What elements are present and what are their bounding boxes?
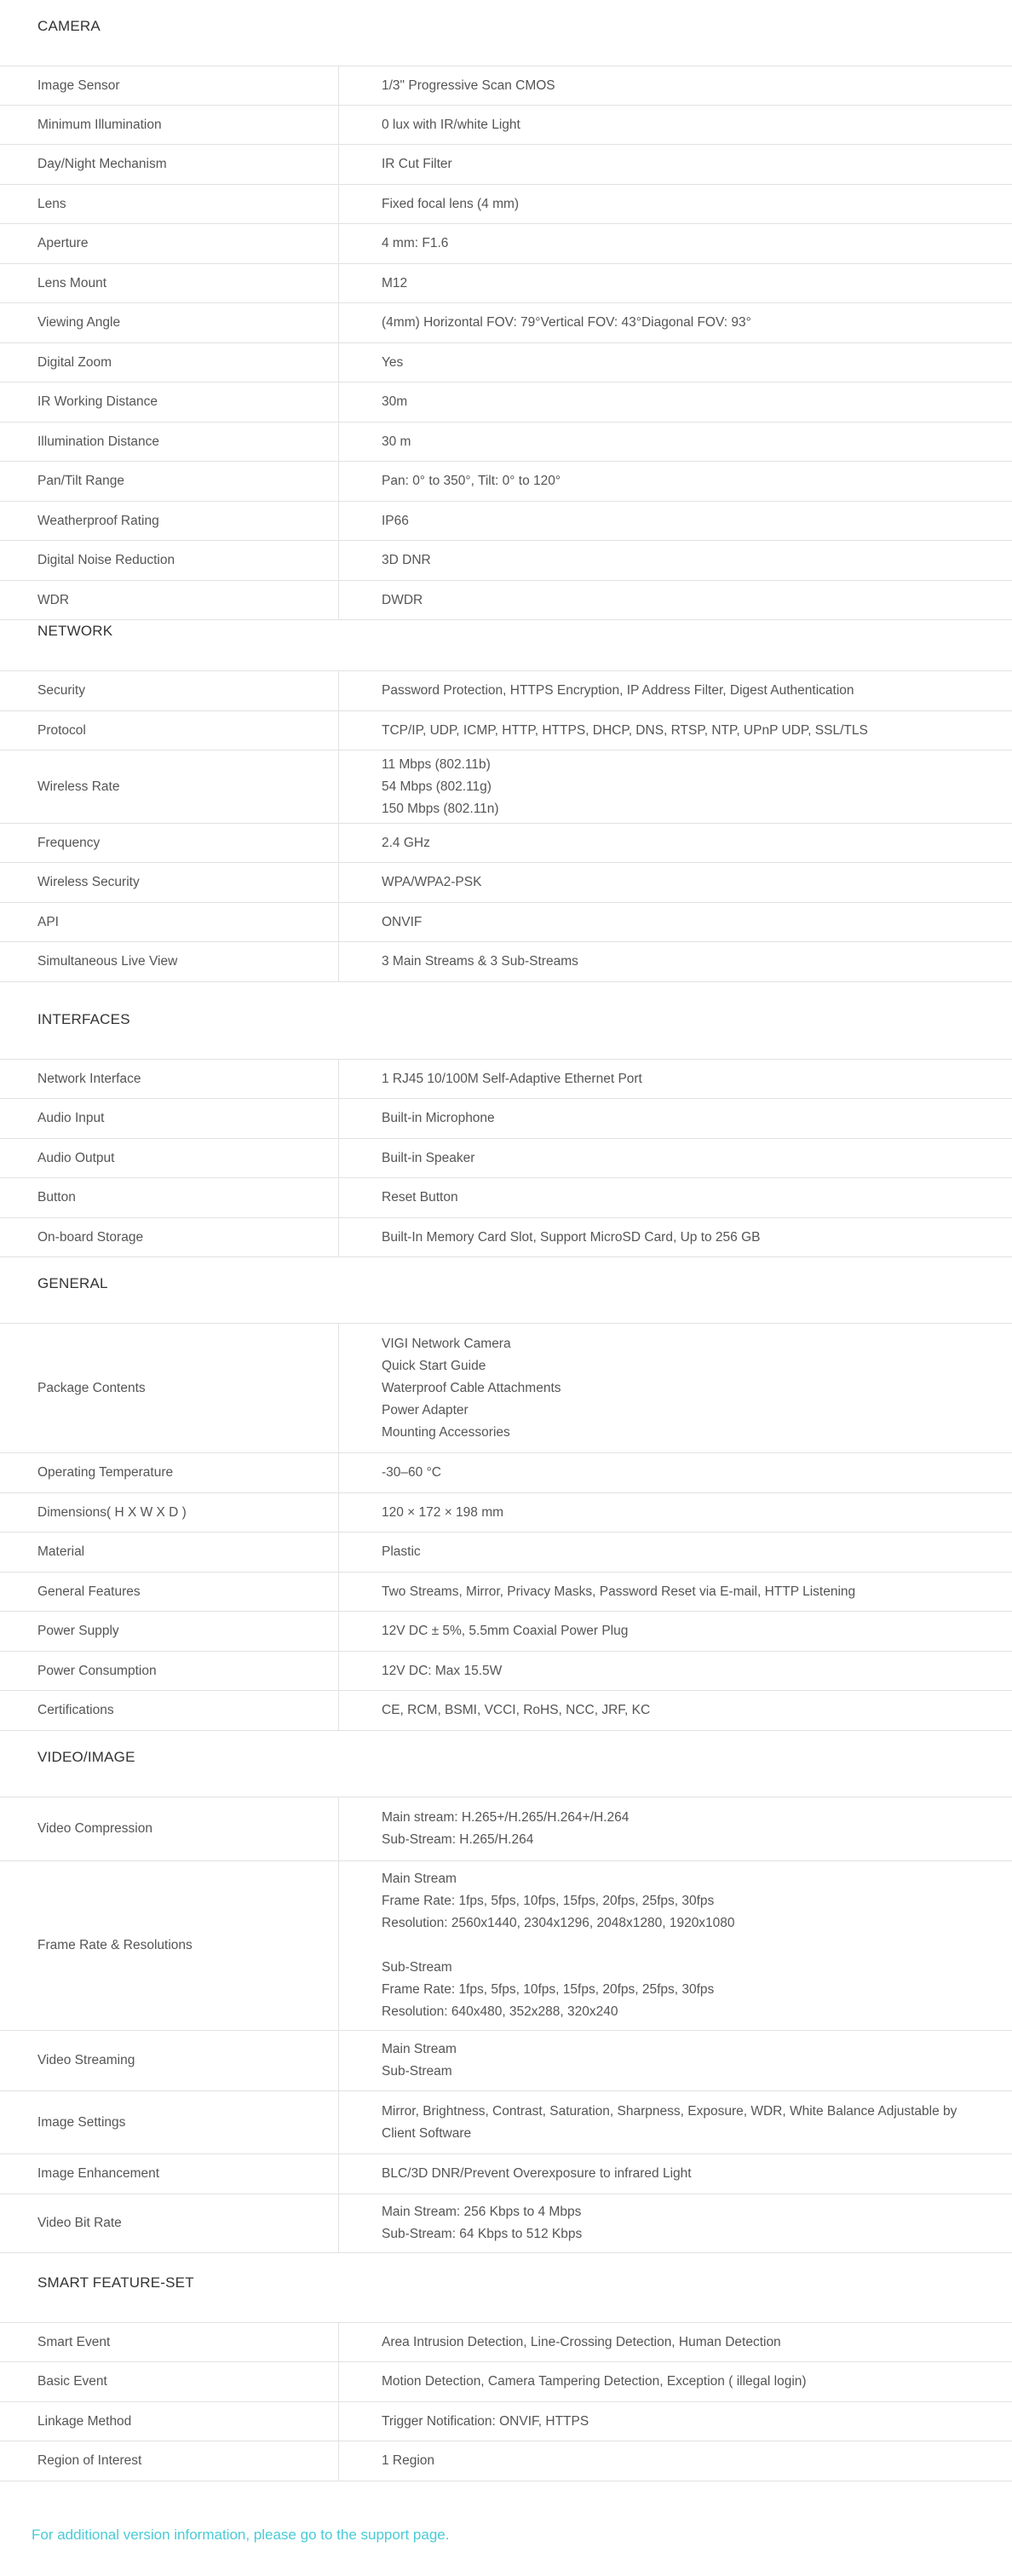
section-title: SMART FEATURE-SET xyxy=(0,2257,1012,2323)
spec-value xyxy=(339,671,1012,710)
spec-value xyxy=(339,1532,1012,1572)
spec-value-line: 1 Region xyxy=(382,2453,435,2468)
spec-value-line: Power Adapter xyxy=(382,1402,469,1417)
spec-row xyxy=(0,185,1012,224)
spec-row xyxy=(0,502,1012,541)
spec-value xyxy=(339,1178,1012,1217)
spec-value xyxy=(339,145,1012,184)
spec-value-line: Main Stream xyxy=(382,1872,457,1886)
spec-value xyxy=(339,106,1012,144)
spec-value xyxy=(339,2323,1012,2361)
support-page-link[interactable]: For additional version information, please go to the support page. xyxy=(32,2527,450,2543)
spec-value-line: Reset Button xyxy=(382,1190,458,1205)
spec-value-line: TCP/IP, UDP, ICMP, HTTP, HTTPS, DHCP, DNS, RTSP, NTP, UPnP UDP, SSL/TLS xyxy=(382,722,868,738)
section-title: INTERFACES xyxy=(0,993,1012,1060)
spec-row xyxy=(0,1612,1012,1652)
spec-value-line: 30m xyxy=(382,394,408,409)
spec-row xyxy=(0,711,1012,750)
spec-value-line: Mounting Accessories xyxy=(382,1424,510,1440)
spec-value xyxy=(339,1324,1012,1452)
spec-label: Pan/Tilt Range xyxy=(0,462,339,501)
spec-value xyxy=(339,264,1012,302)
spec-value-line: Yes xyxy=(382,354,404,370)
spec-value-line: WPA/WPA2-PSK xyxy=(382,875,482,889)
line-gap xyxy=(382,1935,986,1957)
spec-label: Frame Rate & Resolutions xyxy=(0,1861,339,2030)
spec-value-line: 54 Mbps (802.11g) xyxy=(382,779,492,794)
spec-value-line: Quick Start Guide xyxy=(382,1358,486,1373)
spec-value xyxy=(339,1652,1012,1690)
spec-row xyxy=(0,382,1012,423)
spec-label: Audio Output xyxy=(0,1139,339,1177)
spec-label: IR Working Distance xyxy=(0,382,339,422)
spec-row xyxy=(0,2031,1012,2091)
spec-row xyxy=(0,2323,1012,2362)
spec-label: Digital Noise Reduction xyxy=(0,541,339,580)
spec-value xyxy=(339,185,1012,223)
spec-value xyxy=(339,2154,1012,2194)
spec-label: Button xyxy=(0,1178,339,1217)
spec-row xyxy=(0,671,1012,711)
spec-value-line: Area Intrusion Detection, Line-Crossing Detection, Human Detection xyxy=(382,2334,781,2349)
section-title: NETWORK xyxy=(0,605,1012,671)
spec-value xyxy=(339,1139,1012,1177)
spec-label: Dimensions( H X W X D ) xyxy=(0,1493,339,1532)
spec-label: Audio Input xyxy=(0,1099,339,1138)
spec-label: Network Interface xyxy=(0,1060,339,1098)
spec-label: Video Bit Rate xyxy=(0,2194,339,2252)
section-title: GENERAL xyxy=(0,1257,1012,1324)
spec-row xyxy=(0,1324,1012,1453)
spec-value-line: M12 xyxy=(382,275,408,290)
spec-label: Image Enhancement xyxy=(0,2154,339,2194)
spec-value xyxy=(339,303,1012,342)
spec-value-line: Built-in Speaker xyxy=(382,1150,475,1165)
spec-value-line: 4 mm: F1.6 xyxy=(382,236,449,250)
spec-value-line: 3 Main Streams & 3 Sub-Streams xyxy=(382,954,578,969)
spec-value-line: ONVIF xyxy=(382,914,423,929)
spec-row xyxy=(0,1493,1012,1532)
spec-value xyxy=(339,1797,1012,1860)
spec-value-line: Password Protection, HTTPS Encryption, IP Address Filter, Digest Authentication xyxy=(382,683,854,698)
spec-row xyxy=(0,423,1012,462)
spec-label: Protocol xyxy=(0,711,339,750)
spec-row xyxy=(0,942,1012,982)
spec-value xyxy=(339,2194,1012,2252)
spec-value-line: 2.4 GHz xyxy=(382,835,430,850)
spec-row xyxy=(0,1060,1012,1099)
spec-row xyxy=(0,1453,1012,1493)
spec-section-video-image xyxy=(0,1731,1012,2253)
spec-label: Operating Temperature xyxy=(0,1453,339,1492)
spec-value-line: Trigger Notification: ONVIF, HTTPS xyxy=(382,2413,589,2429)
spec-value xyxy=(339,2091,1012,2153)
spec-value xyxy=(339,224,1012,263)
spec-label: Frequency xyxy=(0,824,339,862)
spec-value-line: Motion Detection, Camera Tampering Detection, Exception ( illegal login) xyxy=(382,2374,807,2389)
section-title: VIDEO/IMAGE xyxy=(0,1731,1012,1797)
spec-label: Power Consumption xyxy=(0,1652,339,1690)
spec-value-line: Main Stream xyxy=(382,2042,457,2056)
spec-section-general xyxy=(0,1257,1012,1731)
spec-value xyxy=(339,1861,1012,2030)
spec-label: Video Compression xyxy=(0,1797,339,1860)
spec-value xyxy=(339,2441,1012,2481)
spec-row xyxy=(0,145,1012,185)
spec-value-line: 12V DC: Max 15.5W xyxy=(382,1663,503,1678)
spec-row xyxy=(0,66,1012,106)
spec-label: Security xyxy=(0,671,339,710)
spec-value-line: Sub-Stream: 64 Kbps to 512 Kbps xyxy=(382,2227,583,2241)
spec-row xyxy=(0,2441,1012,2481)
spec-value-line: DWDR xyxy=(382,592,423,607)
spec-value-line: 11 Mbps (802.11b) xyxy=(382,756,491,772)
spec-label: Viewing Angle xyxy=(0,303,339,342)
spec-row xyxy=(0,462,1012,502)
spec-row xyxy=(0,1178,1012,1218)
spec-row xyxy=(0,264,1012,303)
spec-value xyxy=(339,1691,1012,1730)
spec-row xyxy=(0,750,1012,824)
spec-value xyxy=(339,462,1012,501)
spec-label: Weatherproof Rating xyxy=(0,502,339,540)
spec-label: Image Sensor xyxy=(0,66,339,105)
spec-value-line: Frame Rate: 1fps, 5fps, 10fps, 15fps, 20fps, 25fps, 30fps xyxy=(382,1894,715,1908)
spec-row xyxy=(0,824,1012,863)
spec-row xyxy=(0,1099,1012,1139)
spec-label: Simultaneous Live View xyxy=(0,942,339,981)
spec-value-line: -30–60 °C xyxy=(382,1465,441,1480)
spec-value-line: 30 m xyxy=(382,434,411,449)
spec-label: Illumination Distance xyxy=(0,423,339,461)
spec-value-line: Built-In Memory Card Slot, Support MicroSD Card, Up to 256 GB xyxy=(382,1229,761,1245)
spec-label: On-board Storage xyxy=(0,1218,339,1256)
spec-label: Lens xyxy=(0,185,339,223)
spec-row xyxy=(0,1532,1012,1573)
spec-value-line: Mirror, Brightness, Contrast, Saturation, Sharpness, Exposure, WDR, White Balance Adjustable by xyxy=(382,2103,957,2119)
spec-row xyxy=(0,2194,1012,2253)
spec-value xyxy=(339,1060,1012,1098)
spec-label: Wireless Security xyxy=(0,863,339,902)
spec-value xyxy=(339,1493,1012,1532)
spec-row xyxy=(0,106,1012,145)
spec-value xyxy=(339,824,1012,862)
spec-value xyxy=(339,2031,1012,2090)
spec-row xyxy=(0,1861,1012,2031)
spec-label: Material xyxy=(0,1532,339,1572)
spec-value-line: Main stream: H.265+/H.265/H.264+/H.264 xyxy=(382,1810,630,1825)
spec-value xyxy=(339,541,1012,580)
spec-label: Lens Mount xyxy=(0,264,339,302)
spec-value-line: Client Software xyxy=(382,2125,472,2141)
spec-value-line: Built-in Microphone xyxy=(382,1111,495,1125)
spec-value-line: VIGI Network Camera xyxy=(382,1336,511,1351)
spec-value xyxy=(339,863,1012,902)
spec-value-line: 150 Mbps (802.11n) xyxy=(382,801,499,816)
spec-label: Basic Event xyxy=(0,2362,339,2401)
spec-value xyxy=(339,66,1012,105)
spec-row xyxy=(0,224,1012,264)
spec-label: Linkage Method xyxy=(0,2402,339,2441)
spec-value xyxy=(339,711,1012,750)
spec-label: Digital Zoom xyxy=(0,343,339,382)
spec-label: API xyxy=(0,903,339,941)
spec-label: Smart Event xyxy=(0,2323,339,2361)
spec-label: Region of Interest xyxy=(0,2441,339,2481)
spec-value-line: Two Streams, Mirror, Privacy Masks, Password Reset via E-mail, HTTP Listening xyxy=(382,1584,856,1599)
spec-row xyxy=(0,2091,1012,2154)
spec-value xyxy=(339,2402,1012,2441)
spec-value xyxy=(339,903,1012,941)
spec-label: General Features xyxy=(0,1573,339,1611)
spec-row xyxy=(0,903,1012,942)
spec-value xyxy=(339,750,1012,823)
spec-label: Image Settings xyxy=(0,2091,339,2153)
spec-value xyxy=(339,1573,1012,1611)
spec-value-line: BLC/3D DNR/Prevent Overexposure to infrared Light xyxy=(382,2166,692,2181)
spec-value-line: Plastic xyxy=(382,1544,421,1559)
spec-label: Minimum Illumination xyxy=(0,106,339,144)
spec-value-line: CE, RCM, BSMI, VCCI, RoHS, NCC, JRF, KC xyxy=(382,1703,651,1717)
spec-section-smart-feature-set xyxy=(0,2257,1012,2481)
spec-value-line: Waterproof Cable Attachments xyxy=(382,1380,561,1395)
spec-value-line: 120 × 172 × 198 mm xyxy=(382,1504,504,1520)
spec-value-line: IP66 xyxy=(382,513,409,528)
spec-row xyxy=(0,343,1012,382)
spec-label: Package Contents xyxy=(0,1324,339,1452)
spec-row xyxy=(0,1797,1012,1861)
spec-value-line: Pan: 0° to 350°, Tilt: 0° to 120° xyxy=(382,474,561,488)
spec-value xyxy=(339,1612,1012,1651)
spec-value xyxy=(339,502,1012,540)
spec-value-line: Resolution: 640x480, 352x288, 320x240 xyxy=(382,2004,618,2019)
spec-value-line: 1/3" Progressive Scan CMOS xyxy=(382,78,555,93)
spec-label: Wireless Rate xyxy=(0,750,339,823)
spec-row xyxy=(0,1139,1012,1178)
spec-value xyxy=(339,382,1012,422)
spec-value-line: 3D DNR xyxy=(382,553,431,567)
spec-row xyxy=(0,1573,1012,1612)
spec-section-interfaces xyxy=(0,993,1012,1257)
spec-value xyxy=(339,942,1012,981)
spec-value-line: Fixed focal lens (4 mm) xyxy=(382,196,520,211)
spec-value xyxy=(339,1218,1012,1256)
spec-value xyxy=(339,1453,1012,1492)
spec-label: Power Supply xyxy=(0,1612,339,1651)
spec-label: WDR xyxy=(0,581,339,619)
spec-value-line: Sub-Stream xyxy=(382,2064,452,2079)
spec-value-line: Frame Rate: 1fps, 5fps, 10fps, 15fps, 20fps, 25fps, 30fps xyxy=(382,1982,715,1997)
spec-value-line: IR Cut Filter xyxy=(382,157,452,171)
spec-value-line: Resolution: 2560x1440, 2304x1296, 2048x1280, 1920x1080 xyxy=(382,1916,735,1930)
spec-row xyxy=(0,2402,1012,2441)
spec-value-line: Sub-Stream: H.265/H.264 xyxy=(382,1832,534,1847)
spec-value xyxy=(339,423,1012,461)
spec-label: Video Streaming xyxy=(0,2031,339,2090)
spec-row xyxy=(0,1652,1012,1691)
spec-row xyxy=(0,863,1012,903)
spec-section-camera xyxy=(0,0,1012,620)
spec-row xyxy=(0,1691,1012,1731)
spec-row xyxy=(0,541,1012,581)
spec-value-line: 0 lux with IR/white Light xyxy=(382,117,520,132)
spec-value-line: (4mm) Horizontal FOV: 79°Vertical FOV: 43°Diagonal FOV: 93° xyxy=(382,315,751,330)
spec-row xyxy=(0,2362,1012,2402)
spec-label: Day/Night Mechanism xyxy=(0,145,339,184)
section-title: CAMERA xyxy=(0,0,1012,66)
spec-row xyxy=(0,2154,1012,2194)
spec-label: Certifications xyxy=(0,1691,339,1730)
spec-value xyxy=(339,2362,1012,2401)
spec-row xyxy=(0,1218,1012,1257)
spec-value xyxy=(339,343,1012,382)
spec-row xyxy=(0,303,1012,343)
spec-section-network xyxy=(0,605,1012,982)
spec-label: Aperture xyxy=(0,224,339,263)
spec-value-line: Sub-Stream xyxy=(382,1960,452,1975)
spec-value-line: 12V DC ± 5%, 5.5mm Coaxial Power Plug xyxy=(382,1624,629,1638)
spec-value xyxy=(339,1099,1012,1138)
spec-value-line: 1 RJ45 10/100M Self-Adaptive Ethernet Port xyxy=(382,1071,642,1086)
spec-value-line: Main Stream: 256 Kbps to 4 Mbps xyxy=(382,2205,582,2219)
